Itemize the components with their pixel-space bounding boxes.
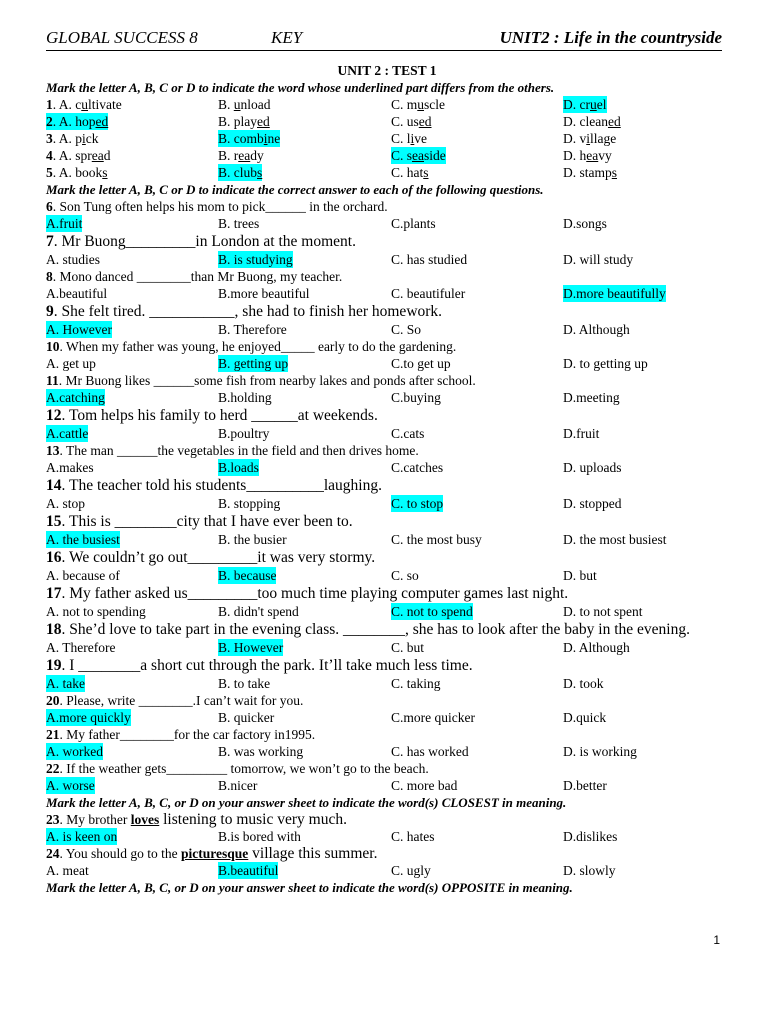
option-text: ltivate bbox=[88, 97, 122, 112]
option-a[interactable]: A.cattle bbox=[46, 426, 89, 441]
option-a[interactable]: A. However bbox=[46, 322, 112, 337]
option-d[interactable] bbox=[563, 113, 621, 130]
question-text: Mono danced ________than Mr Buong, my teacher. bbox=[59, 269, 343, 284]
option-b[interactable]: B.poultry bbox=[218, 426, 270, 441]
option-b[interactable]: B. was working bbox=[218, 744, 304, 759]
question-number: 20 bbox=[46, 693, 60, 708]
option-b[interactable] bbox=[218, 164, 262, 181]
question-number: 17 bbox=[46, 585, 62, 602]
option-text: B. comb bbox=[218, 131, 264, 146]
option-text: D. clean bbox=[563, 114, 608, 129]
option-c[interactable]: C.plants bbox=[391, 216, 436, 231]
option-b[interactable]: B. stopping bbox=[218, 496, 281, 511]
underlined-part: s bbox=[102, 165, 108, 180]
option-c[interactable]: C. So bbox=[391, 322, 422, 337]
question-3 bbox=[46, 130, 728, 147]
option-text: C. us bbox=[391, 114, 419, 129]
page-header bbox=[46, 28, 722, 51]
option-text: ve bbox=[414, 131, 428, 146]
option-text: B. bbox=[218, 97, 234, 112]
question-text: We couldn’t go out_________it was very stormy. bbox=[68, 549, 376, 566]
question-text: When my father was young, he enjoyed_____ early to do the gardening. bbox=[66, 339, 457, 354]
question-21: 21. My father________for the car factory in1995. bbox=[46, 727, 316, 742]
option-text: A. hop bbox=[58, 114, 96, 129]
question-text: listening to music very much. bbox=[159, 811, 347, 828]
option-b[interactable]: B. didn't spend bbox=[218, 604, 299, 619]
options-row bbox=[46, 709, 728, 726]
question-4 bbox=[46, 147, 728, 164]
instruction-closest: Mark the letter A, B, C, or D on your answer sheet to indicate the word(s) CLOSEST in meaning. bbox=[46, 795, 567, 810]
option-c[interactable] bbox=[391, 130, 427, 147]
option-d[interactable]: D. to getting up bbox=[563, 356, 648, 371]
option-text: nload bbox=[240, 97, 271, 112]
option-c[interactable]: C. taking bbox=[391, 676, 441, 691]
question-24: 24. You should go to the picturesque village this summer. bbox=[46, 845, 378, 862]
option-c[interactable] bbox=[391, 164, 429, 181]
option-b[interactable]: B. the busier bbox=[218, 532, 287, 547]
question-number: 8 bbox=[46, 269, 53, 284]
question-text: This is ________city that I have ever been to. bbox=[68, 513, 353, 530]
question-20: 20. Please, write ________.I can’t wait for you. bbox=[46, 693, 304, 708]
option-a[interactable]: A.fruit bbox=[46, 216, 83, 231]
question-text: If the weather gets_________ tomorrow, we won’t go to the beach. bbox=[66, 761, 429, 776]
option-text: vy bbox=[598, 148, 612, 163]
option-c[interactable]: C.cats bbox=[391, 426, 425, 441]
question-number: 1 bbox=[46, 97, 53, 112]
underlined-part: ed bbox=[95, 114, 109, 129]
question-10: 10. When my father was young, he enjoyed_____ early to do the gardening. bbox=[46, 339, 457, 354]
options-row bbox=[46, 828, 728, 845]
underlined-part: i bbox=[263, 131, 268, 146]
underlined-part: u bbox=[81, 97, 89, 112]
option-c[interactable]: C.more quicker bbox=[391, 710, 475, 725]
option-text: C. l bbox=[391, 131, 411, 146]
option-c[interactable]: C. not to spend bbox=[391, 604, 473, 619]
question-2 bbox=[46, 113, 728, 130]
question-number: 14 bbox=[46, 477, 62, 494]
underlined-part: ea bbox=[238, 148, 251, 163]
option-b[interactable]: B. However bbox=[218, 640, 284, 655]
option-b[interactable]: B. trees bbox=[218, 216, 260, 231]
question-text: You should go to the bbox=[65, 846, 182, 861]
question-text: She’d love to take part in the evening class. ________, she has to look after the baby in the evening. bbox=[69, 621, 690, 638]
option-c[interactable]: C. to stop bbox=[391, 496, 444, 511]
underlined-part: ea bbox=[91, 148, 104, 163]
question-number: 10 bbox=[46, 339, 60, 354]
option-text: B. play bbox=[218, 114, 257, 129]
question-13: 13. The man ______the vegetables in the field and then drives home. bbox=[46, 443, 419, 458]
option-a[interactable]: A. the busiest bbox=[46, 532, 120, 547]
option-c[interactable] bbox=[391, 113, 432, 130]
underlined-part: ea bbox=[412, 148, 424, 163]
question-number: 21 bbox=[46, 727, 60, 742]
question-number: 24 bbox=[46, 846, 60, 861]
option-b[interactable] bbox=[218, 147, 264, 164]
instruction-opposite: Mark the letter A, B, C, or D on your answer sheet to indicate the word(s) OPPOSITE in meaning. bbox=[46, 880, 573, 895]
option-a[interactable]: A. worked bbox=[46, 744, 103, 759]
header-unit: UNIT2 : Life in the countryside bbox=[499, 28, 722, 47]
option-a[interactable]: A. get up bbox=[46, 356, 96, 371]
question-text: village this summer. bbox=[248, 845, 378, 862]
option-text: side bbox=[424, 148, 446, 163]
option-b[interactable]: B. is studying bbox=[218, 252, 293, 267]
options-row bbox=[46, 251, 728, 268]
option-a[interactable]: A. stop bbox=[46, 496, 86, 511]
test-body bbox=[46, 62, 728, 896]
question-text: She felt tired. ___________, she had to finish her homework. bbox=[61, 303, 443, 320]
option-b[interactable]: B.beautiful bbox=[218, 863, 279, 878]
underlined-part: s bbox=[611, 165, 618, 180]
underlined-part: u bbox=[590, 97, 597, 112]
question-text: I ________a short cut through the park. It’ll take much less time. bbox=[69, 657, 473, 674]
option-b[interactable] bbox=[218, 130, 280, 147]
question-8: 8. Mono danced ________than Mr Buong, my teacher. bbox=[46, 269, 343, 284]
option-b[interactable]: B.loads bbox=[218, 460, 259, 475]
option-c[interactable] bbox=[391, 96, 445, 113]
option-a[interactable]: A. because of bbox=[46, 568, 120, 583]
option-c[interactable]: C.catches bbox=[391, 460, 444, 475]
underlined-part: i bbox=[586, 131, 591, 146]
option-d[interactable]: D.more beautifully bbox=[563, 286, 666, 301]
option-c[interactable]: C. the most busy bbox=[391, 532, 482, 547]
question-number: 6 bbox=[46, 199, 53, 214]
options-row bbox=[46, 531, 728, 548]
question-7: 7. Mr Buong_________in London at the moment. bbox=[46, 233, 356, 250]
underlined-part: s bbox=[423, 165, 429, 180]
question-number: 19 bbox=[46, 657, 62, 674]
option-text: D. cr bbox=[563, 97, 590, 112]
option-text: D. stamp bbox=[563, 165, 612, 180]
question-number: 12 bbox=[46, 407, 62, 424]
option-c[interactable] bbox=[391, 147, 446, 164]
option-b[interactable]: B.is bored with bbox=[218, 829, 301, 844]
question-number: 18 bbox=[46, 621, 62, 638]
question-text: Mr Buong_________in London at the moment. bbox=[61, 233, 356, 250]
question-number: 16 bbox=[46, 549, 62, 566]
option-a[interactable]: A.more quickly bbox=[46, 710, 131, 725]
option-d[interactable]: D. the most busiest bbox=[563, 532, 667, 547]
page-number: 1 bbox=[713, 933, 720, 947]
option-text: scle bbox=[424, 97, 446, 112]
option-text: B. club bbox=[218, 165, 257, 180]
header-course: GLOBAL SUCCESS 8 bbox=[46, 28, 198, 47]
option-b[interactable]: B.more beautiful bbox=[218, 286, 310, 301]
option-d[interactable]: D. uploads bbox=[563, 460, 622, 475]
question-number: 23 bbox=[46, 812, 60, 827]
option-c[interactable]: C. but bbox=[391, 640, 425, 655]
question-text: Please, write ________.I can’t wait for you. bbox=[66, 693, 304, 708]
options-row bbox=[46, 567, 728, 584]
option-text: A. spr bbox=[58, 148, 92, 163]
option-d[interactable]: D. is working bbox=[563, 744, 637, 759]
key-word: loves bbox=[130, 812, 160, 827]
underlined-part: i bbox=[410, 131, 415, 146]
underlined-part: ed bbox=[607, 114, 621, 129]
question-17: 17. My father asked us_________too much time playing computer games last night. bbox=[46, 585, 569, 602]
options-row bbox=[46, 285, 728, 302]
question-number: 4 bbox=[46, 148, 53, 163]
option-d[interactable]: D. took bbox=[563, 676, 604, 691]
option-a[interactable]: A.makes bbox=[46, 460, 94, 475]
option-c[interactable]: C. has studied bbox=[391, 252, 468, 267]
option-text: ne bbox=[267, 131, 281, 146]
option-a[interactable]: A. worse bbox=[46, 778, 95, 793]
option-a[interactable]: 2. A. hoped bbox=[46, 114, 109, 129]
question-number: 13 bbox=[46, 443, 60, 458]
option-d[interactable]: D. to not spent bbox=[563, 604, 643, 619]
question-9: 9. She felt tired. ___________, she had to finish her homework. bbox=[46, 303, 443, 320]
question-5 bbox=[46, 164, 728, 181]
option-d[interactable]: D. Although bbox=[563, 322, 630, 337]
question-number: 5 bbox=[46, 165, 53, 180]
underlined-part: u bbox=[233, 97, 241, 112]
option-a[interactable]: A. take bbox=[46, 676, 85, 691]
option-text: A. p bbox=[58, 131, 83, 146]
option-a[interactable]: A. meat bbox=[46, 863, 89, 878]
option-text: el bbox=[596, 97, 607, 112]
option-d[interactable]: D.fruit bbox=[563, 426, 600, 441]
option-d[interactable]: D.dislikes bbox=[563, 829, 618, 844]
question-number: 7 bbox=[46, 233, 54, 250]
option-c[interactable]: C. ugly bbox=[391, 863, 431, 878]
underlined-part: i bbox=[82, 131, 86, 146]
option-c[interactable]: C. hates bbox=[391, 829, 435, 844]
option-b[interactable]: B. Therefore bbox=[218, 322, 287, 337]
option-c[interactable]: C.to get up bbox=[391, 356, 451, 371]
question-14: 14. The teacher told his students__________laughing. bbox=[46, 477, 382, 494]
option-d[interactable]: D. slowly bbox=[563, 863, 616, 878]
option-d[interactable]: D.meeting bbox=[563, 390, 620, 405]
option-b[interactable]: B.nicer bbox=[218, 778, 258, 793]
options-row bbox=[46, 777, 728, 794]
question-number: 2 bbox=[46, 114, 53, 129]
underlined-part: ed bbox=[418, 114, 432, 129]
option-a[interactable]: A. is keen on bbox=[46, 829, 118, 844]
option-d[interactable] bbox=[563, 164, 617, 181]
instruction-pronunciation: Mark the letter A, B, C or D to indicate the word whose underlined part differs from the others. bbox=[46, 80, 555, 95]
question-text: Son Tung often helps his mom to pick______ in the orchard. bbox=[59, 199, 388, 214]
option-d[interactable]: D.songs bbox=[563, 216, 607, 231]
option-a[interactable]: A.catching bbox=[46, 390, 105, 405]
question-text: My father asked us_________too much time playing computer games last night. bbox=[69, 585, 569, 602]
options-row bbox=[46, 355, 728, 372]
key-word: picturesque bbox=[181, 846, 249, 861]
option-c[interactable]: C. has worked bbox=[391, 744, 469, 759]
question-18: 18. She’d love to take part in the evening class. ________, she has to look after the baby in the evening. bbox=[46, 621, 690, 638]
option-d[interactable] bbox=[563, 130, 616, 147]
underlined-part: s bbox=[257, 165, 263, 180]
question-number: 22 bbox=[46, 761, 60, 776]
question-12: 12. Tom helps his family to herd ______at weekends. bbox=[46, 407, 378, 424]
option-b[interactable] bbox=[218, 113, 270, 130]
question-number: 15 bbox=[46, 513, 62, 530]
option-text: C. m bbox=[391, 97, 418, 112]
option-d[interactable] bbox=[563, 96, 607, 113]
option-d[interactable]: D.better bbox=[563, 778, 607, 793]
header-key: KEY bbox=[271, 28, 303, 47]
option-text: C. s bbox=[391, 148, 413, 163]
underlined-part: u bbox=[417, 97, 425, 112]
option-b[interactable]: B. to take bbox=[218, 676, 271, 691]
option-text: A. c bbox=[58, 97, 82, 112]
test-title: UNIT 2 : TEST 1 bbox=[337, 63, 437, 78]
options-row bbox=[46, 495, 728, 512]
option-d[interactable]: D. but bbox=[563, 568, 597, 583]
option-a[interactable]: A.beautiful bbox=[46, 286, 108, 301]
underlined-part: ed bbox=[257, 114, 270, 129]
option-text: dy bbox=[250, 148, 264, 163]
option-b[interactable]: B. because bbox=[218, 568, 277, 583]
option-b[interactable]: B.holding bbox=[218, 390, 272, 405]
options-row bbox=[46, 603, 728, 620]
options-row bbox=[46, 321, 728, 338]
underlined-part: ea bbox=[586, 148, 599, 163]
option-c[interactable]: C. beautifuler bbox=[391, 286, 466, 301]
options-row bbox=[46, 389, 728, 406]
option-text: D. v bbox=[563, 131, 587, 146]
option-a[interactable]: 3. A. pick bbox=[46, 131, 99, 146]
options-row bbox=[46, 862, 728, 879]
question-19: 19. I ________a short cut through the park. It’ll take much less time. bbox=[46, 657, 473, 674]
option-d[interactable]: D. stopped bbox=[563, 496, 622, 511]
options-row bbox=[46, 215, 728, 232]
option-b[interactable]: B. quicker bbox=[218, 710, 275, 725]
question-15: 15. This is ________city that I have ever been to. bbox=[46, 513, 353, 530]
options-row bbox=[46, 425, 728, 442]
question-number: 11 bbox=[46, 373, 59, 388]
question-text: My father________for the car factory in1995. bbox=[66, 727, 316, 742]
option-a[interactable]: 5. A. books bbox=[46, 165, 108, 180]
option-a[interactable]: A. not to spending bbox=[46, 604, 146, 619]
option-a[interactable]: A. studies bbox=[46, 252, 100, 267]
options-row bbox=[46, 459, 728, 476]
options-row bbox=[46, 675, 728, 692]
option-text: B. r bbox=[218, 148, 239, 163]
option-text: d bbox=[103, 148, 111, 163]
option-text: A. book bbox=[58, 165, 103, 180]
option-text: D. h bbox=[563, 148, 587, 163]
question-16: 16. We couldn’t go out_________it was very stormy. bbox=[46, 549, 376, 566]
option-d[interactable]: D.quick bbox=[563, 710, 607, 725]
option-a[interactable]: 4. A. spread bbox=[46, 148, 111, 163]
question-text: Mr Buong likes ______some fish from nearby lakes and ponds after school. bbox=[65, 373, 476, 388]
options-row bbox=[46, 639, 728, 656]
option-text: ck bbox=[85, 131, 99, 146]
question-number: 9 bbox=[46, 303, 54, 320]
question-11: 11. Mr Buong likes ______some fish from nearby lakes and ponds after school. bbox=[46, 373, 476, 388]
option-text: llage bbox=[590, 131, 617, 146]
option-d[interactable]: D. will study bbox=[563, 252, 634, 267]
option-c[interactable]: C.buying bbox=[391, 390, 441, 405]
question-number: 3 bbox=[46, 131, 53, 146]
question-23: 23. My brother loves listening to music very much. bbox=[46, 811, 347, 828]
option-d[interactable] bbox=[563, 147, 612, 164]
option-d[interactable]: D. Although bbox=[563, 640, 630, 655]
question-text: The teacher told his students__________laughing. bbox=[68, 477, 382, 494]
option-text: C. hat bbox=[391, 165, 424, 180]
option-c[interactable]: C. more bad bbox=[391, 778, 458, 793]
question-1 bbox=[46, 96, 728, 113]
option-b[interactable] bbox=[218, 96, 271, 113]
options-row bbox=[46, 743, 728, 760]
question-22: 22. If the weather gets_________ tomorrow, we won’t go to the beach. bbox=[46, 761, 429, 776]
question-text: The man ______the vegetables in the field and then drives home. bbox=[66, 443, 419, 458]
option-b[interactable]: B. getting up bbox=[218, 356, 289, 371]
option-a[interactable]: A. Therefore bbox=[46, 640, 116, 655]
question-6: 6. Son Tung often helps his mom to pick______ in the orchard. bbox=[46, 199, 388, 214]
option-a[interactable]: 1. A. cultivate bbox=[46, 97, 122, 112]
option-c[interactable]: C. so bbox=[391, 568, 419, 583]
question-text: Tom helps his family to herd ______at weekends. bbox=[68, 407, 378, 424]
question-text: My brother bbox=[66, 812, 131, 827]
instruction-grammar: Mark the letter A, B, C or D to indicate the correct answer to each of the following questions. bbox=[46, 182, 544, 197]
